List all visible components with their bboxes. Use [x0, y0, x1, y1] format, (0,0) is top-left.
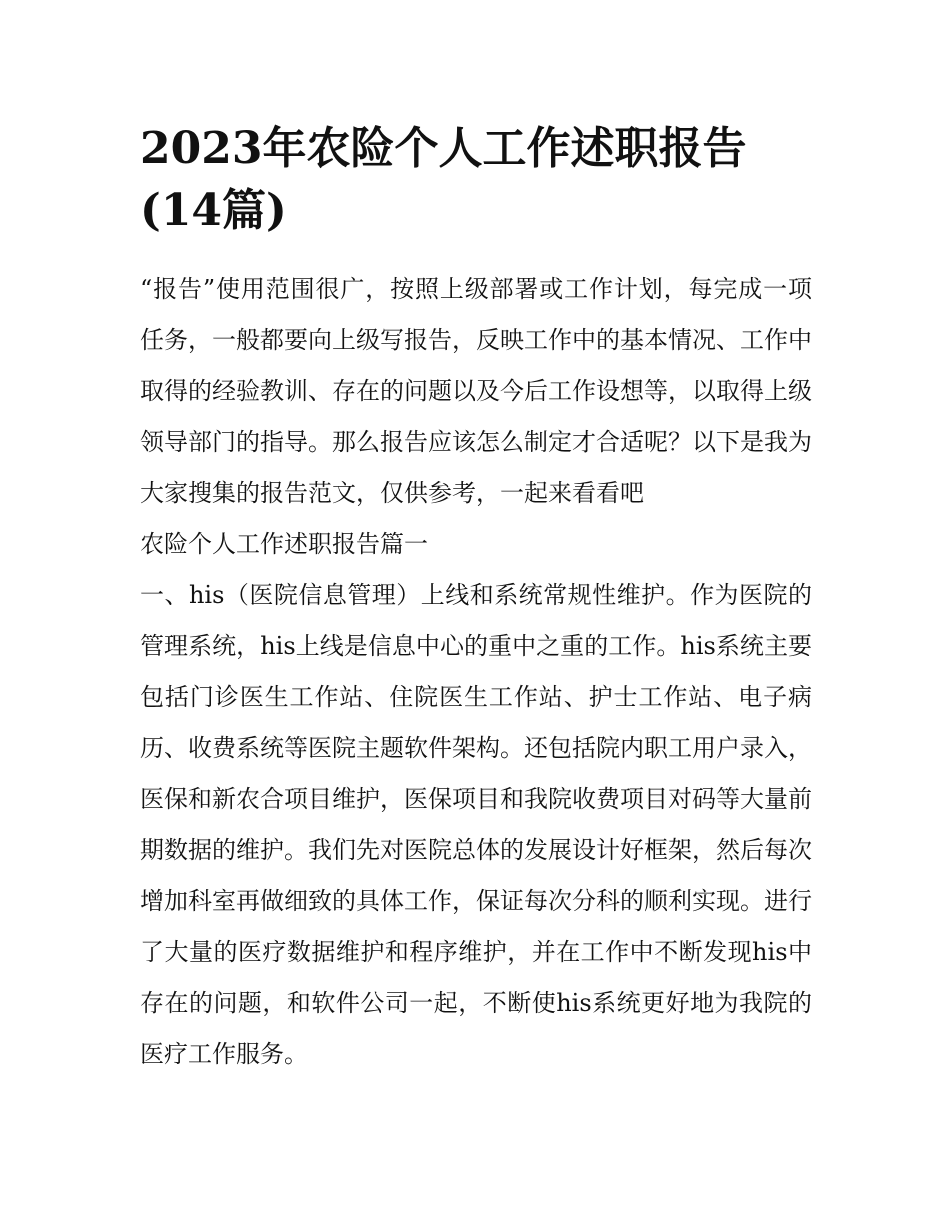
section-heading: 农险个人工作述职报告篇一	[140, 530, 428, 558]
intro-paragraph: “报告”使用范围很广，按照上级部署或工作计划，每完成一项任务，一般都要向上级写报告，反映工作中的基本情况、工作中取得的经验教训、存在的问题以及今后工作设想等，以取得上级领导部门的指导。那么报告应该怎么制定才合适呢？以下是我为大家搜集的报告范文，仅供参考，一起来看看吧	[140, 275, 812, 507]
section-body-paragraph: 一、his（医院信息管理）上线和系统常规性维护。作为医院的管理系统，his上线是信息中心的重中之重的工作。his系统主要包括门诊医生工作站、住院医生工作站、护士工作站、电子病历、收费系统等医院主题软件架构。还包括院内职工用户录入，医保和新农合项目维护，医保项目和我院收费项目对码等大量前期数据的维护。我们先对医院总体的发展设计好框架，然后每次增加科室再做细致的具体工作，保证每次分科的顺利实现。进行了大量的医疗数据维护和程序维护，并在工作中不断发现his中存在的问题，和软件公司一起，不断使his系统更好地为我院的医疗工作服务。	[140, 581, 812, 1068]
document-content	[140, 118, 812, 1080]
document-title: 2023年农险个人工作述职报告(14篇)	[140, 123, 747, 236]
